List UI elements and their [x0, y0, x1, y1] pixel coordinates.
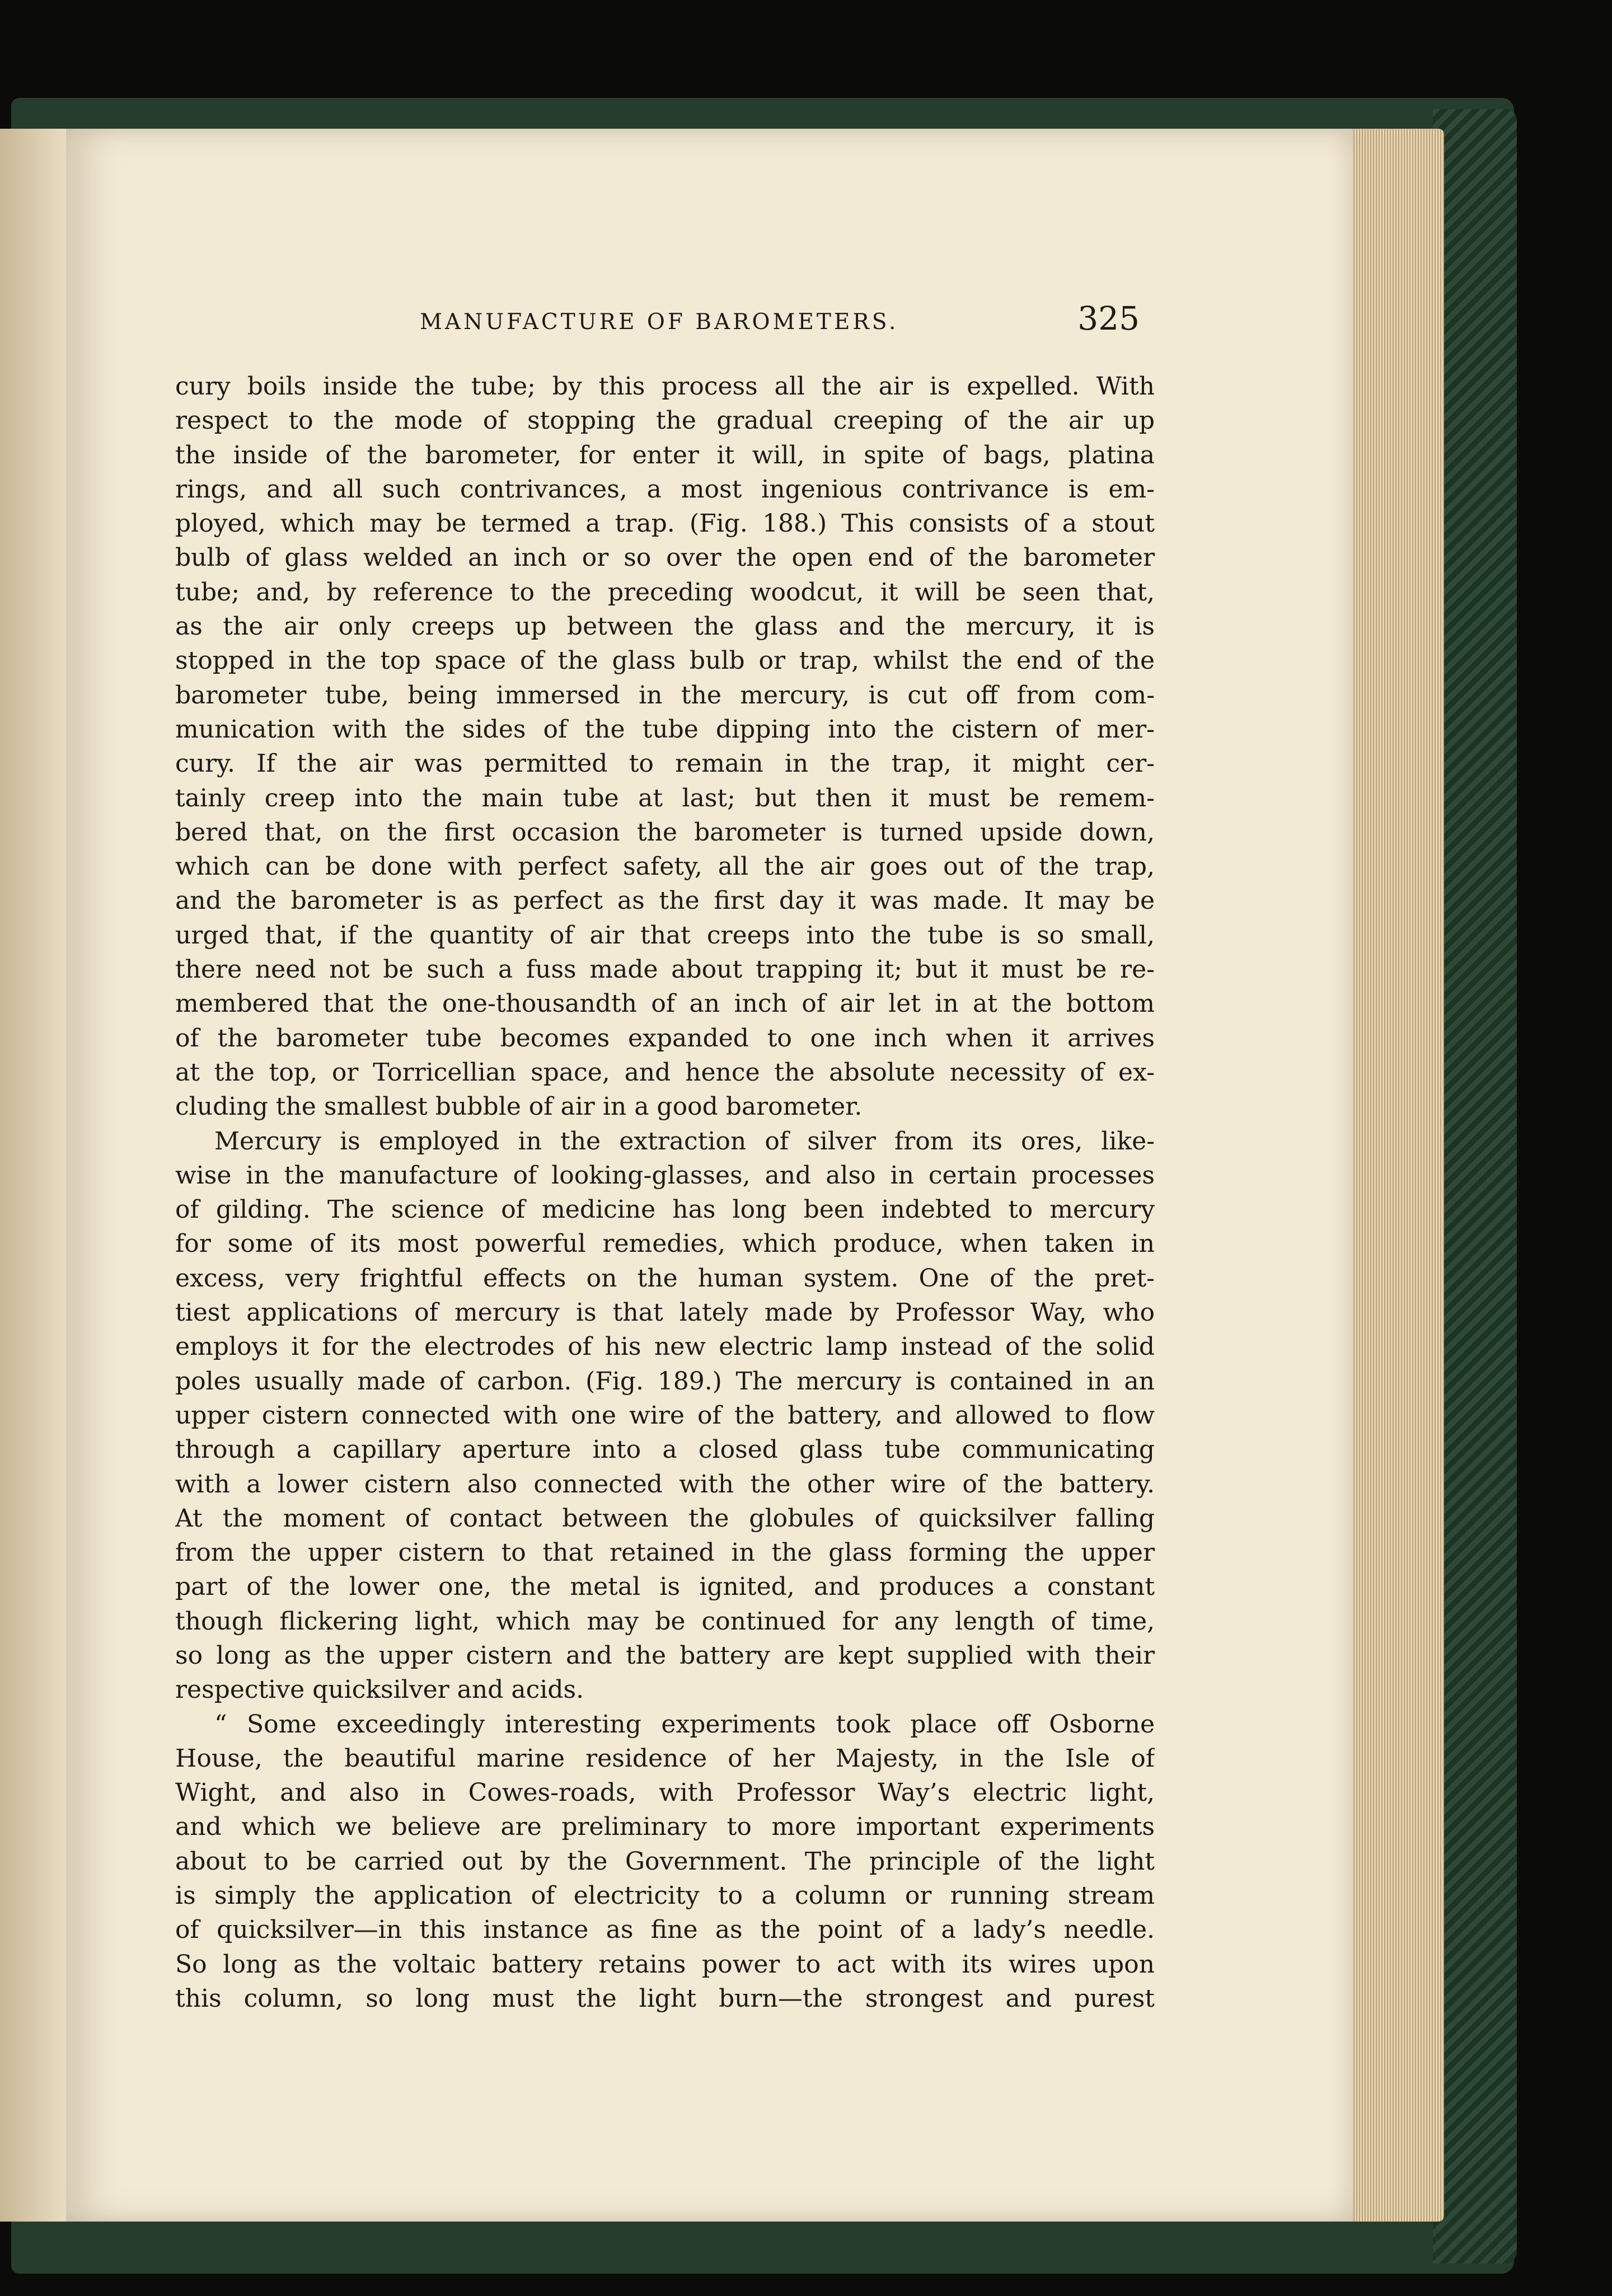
facing-page-edge	[0, 129, 66, 2222]
text-line: tube; and, by reference to the preceding woodcut, it will be seen that,	[175, 577, 1155, 607]
text-line: though flickering light, which may be continued for any length of time,	[175, 1607, 1155, 1636]
text-line: the inside of the barometer, for enter it will, in spite of bags, platina	[175, 440, 1155, 469]
text-line: and the barometer is as perfect as the first day it was made. It may be	[175, 886, 1155, 915]
text-line: with a lower cistern also connected with the other wire of the battery.	[175, 1469, 1155, 1499]
text-line: Wight, and also in Cowes-roads, with Professor Way’s electric light,	[175, 1778, 1155, 1807]
text-line: at the top, or Torricellian space, and hence the absolute necessity of ex-	[175, 1058, 1155, 1087]
text-line: excess, very frightful effects on the human system. One of the pret-	[175, 1264, 1155, 1293]
text-line: tainly creep into the main tube at last; but then it must be remem-	[175, 783, 1155, 813]
text-line: and which we believe are preliminary to more important experiments	[175, 1813, 1155, 1842]
text-line: as the air only creeps up between the glass and the mercury, it is	[175, 612, 1155, 641]
text-line: is simply the application of electricity to a column or running stream	[175, 1881, 1155, 1910]
text-line: employs it for the electrodes of his new electric lamp instead of the solid	[175, 1332, 1155, 1361]
running-title: MANUFACTURE OF BAROMETERS.	[420, 309, 899, 335]
text-line: wise in the manufacture of looking-glasses, and also in certain processes	[175, 1161, 1155, 1190]
text-line: bulb of glass welded an inch or so over the open end of the barometer	[175, 543, 1155, 572]
page-number: 325	[1077, 299, 1140, 337]
text-line: So long as the voltaic battery retains power to act with its wires upon	[175, 1950, 1155, 1979]
text-line: for some of its most powerful remedies, which produce, when taken in	[175, 1229, 1155, 1259]
text-line: so long as the upper cistern and the battery are kept supplied with their	[175, 1641, 1155, 1670]
text-line: about to be carried out by the Government. The principle of the light	[175, 1847, 1155, 1876]
text-line: there need not be such a fuss made about trapping it; but it must be re-	[175, 955, 1155, 984]
text-line: bered that, on the first occasion the barometer is turned upside down,	[175, 818, 1155, 847]
text-line: munication with the sides of the tube dipping into the cistern of mer-	[175, 715, 1155, 744]
text-line: cury boils inside the tube; by this process all the air is expelled. With	[175, 372, 1155, 401]
text-line: urged that, if the quantity of air that creeps into the tube is so small,	[175, 921, 1155, 950]
text-line: this column, so long must the light burn—the strongest and purest	[175, 1984, 1155, 2013]
text-line: which can be done with perfect safety, all the air goes out of the trap,	[175, 852, 1155, 881]
running-header	[353, 299, 1153, 344]
text-line: tiest applications of mercury is that lately made by Professor Way, who	[175, 1298, 1155, 1327]
text-line: respect to the mode of stopping the gradual creeping of the air up	[175, 406, 1155, 435]
text-line: from the upper cistern to that retained in the glass forming the upper	[175, 1538, 1155, 1567]
text-line: of quicksilver—in this instance as fine as the point of a lady’s needle.	[175, 1915, 1155, 1945]
text-line: ployed, which may be termed a trap. (Fig. 188.) This consists of a stout	[175, 509, 1155, 538]
cover-edge	[1433, 109, 1517, 2264]
text-line: through a capillary aperture into a closed glass tube communicating	[175, 1435, 1155, 1464]
text-line: stopped in the top space of the glass bulb or trap, whilst the end of the	[175, 646, 1155, 675]
text-line: “ Some exceedingly interesting experiments took place off Osborne	[214, 1710, 1155, 1739]
text-line: rings, and all such contrivances, a most ingenious contrivance is em-	[175, 475, 1155, 504]
text-line: At the moment of contact between the globules of quicksilver falling	[175, 1504, 1155, 1533]
text-line: part of the lower one, the metal is ignited, and produces a constant	[175, 1572, 1155, 1602]
text-line: cury. If the air was permitted to remain in the trap, it might cer-	[175, 749, 1155, 778]
text-line: barometer tube, being immersed in the mercury, is cut off from com-	[175, 680, 1155, 710]
text-line: respective quicksilver and acids.	[175, 1675, 584, 1705]
body-text	[175, 369, 1155, 2016]
text-line: of gilding. The science of medicine has long been indebted to mercury	[175, 1195, 1155, 1224]
text-line: Mercury is employed in the extraction of silver from its ores, like-	[214, 1126, 1155, 1156]
text-line: House, the beautiful marine residence of her Majesty, in the Isle of	[175, 1744, 1155, 1773]
text-line: membered that the one-thousandth of an inch of air let in at the bottom	[175, 989, 1155, 1018]
text-line: poles usually made of carbon. (Fig. 189.) The mercury is contained in an	[175, 1367, 1155, 1396]
text-line: of the barometer tube becomes expanded to one inch when it arrives	[175, 1023, 1155, 1053]
text-line: upper cistern connected with one wire of the battery, and allowed to flow	[175, 1401, 1155, 1430]
text-line: cluding the smallest bubble of air in a good barometer.	[175, 1092, 863, 1121]
